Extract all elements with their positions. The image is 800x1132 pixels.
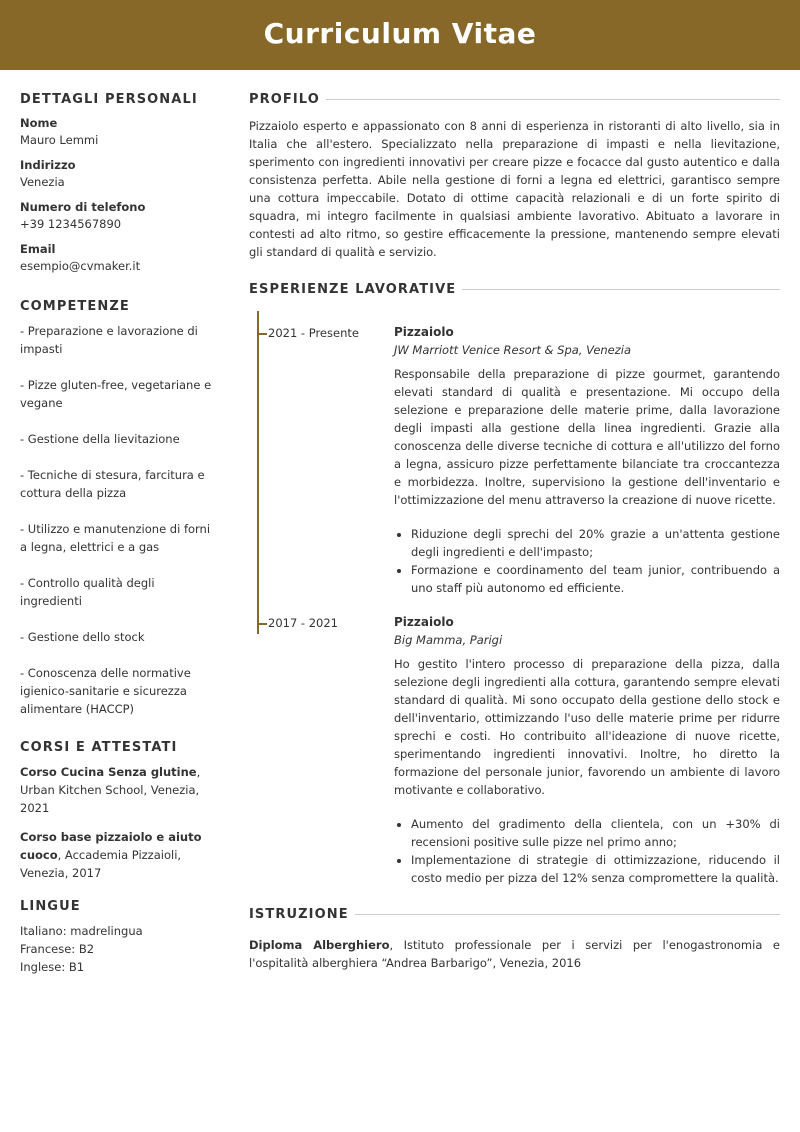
- skill-item: - Tecniche di stesura, farcitura e cottura della pizza: [20, 468, 205, 500]
- course-item: [20, 763, 220, 817]
- course-detail: , Accademia Pizzaioli, Venezia, 2017: [20, 848, 182, 880]
- experience-section: [249, 282, 780, 887]
- course-name: Corso Cucina Senza glutine: [20, 765, 197, 779]
- profile-section: [249, 92, 780, 261]
- field-label-name: Nome: [20, 116, 58, 130]
- timeline-tick: [257, 623, 267, 625]
- page-title: Curriculum Vitae: [263, 17, 537, 50]
- job-company: JW Marriott Venice Resort & Spa, Venezia: [394, 343, 632, 357]
- profile-heading-row: [249, 92, 780, 107]
- skill-item: - Pizze gluten-free, vegetariane e vegane: [20, 378, 212, 410]
- education-entry: [249, 936, 780, 972]
- divider: [462, 289, 780, 290]
- experience-heading-row: [249, 282, 780, 297]
- job-achievements: [394, 815, 780, 887]
- job-title: Pizzaiolo: [394, 615, 454, 629]
- field-label-phone: Numero di telefono: [20, 200, 146, 214]
- job-company: Big Mamma, Parigi: [394, 633, 503, 647]
- main-content: [249, 92, 780, 972]
- course-item: [20, 828, 220, 882]
- job-achievements: [394, 525, 780, 597]
- job-body: [394, 613, 780, 887]
- skills-section: [20, 299, 220, 718]
- profile-heading: PROFILO: [249, 92, 320, 107]
- skill-item: - Gestione della lievitazione: [20, 432, 180, 446]
- language-item: Francese: B2: [20, 942, 95, 956]
- personal-details-heading: DETTAGLI PERSONALI: [20, 92, 198, 107]
- education-heading: ISTRUZIONE: [249, 907, 349, 922]
- skills-heading: COMPETENZE: [20, 299, 130, 314]
- skill-item: - Utilizzo e manutenzione di forni a legna, elettrici e a gas: [20, 522, 211, 554]
- languages-heading: LINGUE: [20, 899, 81, 914]
- achievement-item: • Implementazione di strategie di ottimizzazione, riducendo il costo medio per pizza del 12% senza compromettere la qualità.: [411, 851, 780, 887]
- job-entry: [249, 309, 780, 597]
- education-heading-row: [249, 907, 780, 922]
- skill-item: - Conoscenza delle normative igienico-sanitarie e sicurezza alimentare (HACCP): [20, 666, 191, 716]
- divider: [326, 99, 780, 100]
- skill-item: - Preparazione e lavorazione di impasti: [20, 324, 198, 356]
- job-dates: 2017 - 2021: [268, 616, 338, 630]
- field-label-email: Email: [20, 242, 56, 256]
- education-detail: , Istituto professionale per i servizi per l'enogastronomia e l'ospitalità alberghiera “Andrea Barbarigo”, Venezia, 2016: [249, 938, 780, 970]
- job-title: Pizzaiolo: [394, 325, 454, 339]
- achievement-item: • Aumento del gradimento della clientela, con un +30% di recensioni positive sulle pizze nel primo anno;: [411, 815, 780, 851]
- field-value-address: Venezia: [20, 175, 65, 189]
- job-entry: [249, 613, 780, 887]
- languages-section: [20, 899, 220, 976]
- skill-item: - Controllo qualità degli ingredienti: [20, 576, 155, 608]
- education-degree: Diploma Alberghiero: [249, 938, 390, 952]
- courses-heading: CORSI E ATTESTATI: [20, 740, 178, 755]
- job-dates: 2021 - Presente: [268, 326, 359, 340]
- skill-item: - Gestione dello stock: [20, 630, 145, 644]
- field-value-name: Mauro Lemmi: [20, 133, 99, 147]
- field-value-phone: +39 1234567890: [20, 217, 122, 231]
- header-bar: [0, 0, 800, 70]
- job-body: [394, 323, 780, 597]
- course-name: Corso base pizzaiolo e aiuto cuoco: [20, 830, 202, 862]
- personal-details-section: [20, 92, 220, 275]
- language-item: Italiano: madrelingua: [20, 924, 143, 938]
- courses-section: [20, 740, 220, 882]
- experience-heading: ESPERIENZE LAVORATIVE: [249, 282, 457, 297]
- timeline-tick: [257, 333, 267, 335]
- profile-text: Pizzaiolo esperto e appassionato con 8 anni di esperienza in ristoranti di alto livello, sia in Italia che all'estero. Specializzato nella preparazione di impasti e nella lievitazione, sperimento con ingredienti innovativi per creare pizze e focacce dal gusto autentico e dalla consistenza perfetta. Abile nella gestione di forni a legna ed elettrici, garantisco sempre una cottura impeccabile. Dotato di ottime capacità relazionali e di un forte spirito di squadra, mi integro facilmente in qualsiasi ambiente lavorativo. Abituato a lavorare in contesti ad alto ritmo, so gestire efficacemente la pressione, mantenendo sempre elevati gli standard di qualità e servizio.: [249, 119, 780, 259]
- achievement-item: • Formazione e coordinamento del team junior, contribuendo a uno staff più autonomo ed efficiente.: [411, 561, 780, 597]
- job-description: Ho gestito l'intero processo di preparazione della pizza, dalla selezione degli ingredienti alla cottura, garantendo sempre elevati standard di qualità. Mi sono occupato della gestione dello stock e dell'inventario, ottimizzando l'uso delle materie prime per ridurre sprechi e costi. Ho contribuito all'ideazione di nuove ricette, sperimentando ingredienti innovativi. Inoltre, ho diretto la formazione del personale junior, favorendo un ambiente di lavoro motivante e collaborativo.: [394, 657, 780, 797]
- divider: [355, 914, 780, 915]
- field-label-address: Indirizzo: [20, 158, 76, 172]
- language-item: Inglese: B1: [20, 960, 85, 974]
- education-section: [249, 907, 780, 972]
- course-detail: , Urban Kitchen School, Venezia, 2021: [20, 765, 201, 815]
- field-value-email: esempio@cvmaker.it: [20, 259, 141, 273]
- achievement-item: • Riduzione degli sprechi del 20% grazie a un'attenta gestione degli ingredienti e dell'impasto;: [411, 525, 780, 561]
- sidebar: [20, 92, 220, 976]
- job-description: Responsabile della preparazione di pizze gourmet, garantendo elevati standard di qualità e presentazione. Mi occupo della selezione e preparazione delle materie prime, dalla lavorazione degli impasti alla gestione della linea ingredienti. Grazie alla conoscenza delle diverse tecniche di cottura e all'utilizzo del forno a legna, assicuro pizze perfettamente bilanciate tra croccantezza e morbidezza. Inoltre, supervisiono la gestione dell'inventario e l'ottimizzazione del menu attraverso la creazione di nuove ricette.: [394, 367, 780, 507]
- experience-timeline: [249, 309, 780, 887]
